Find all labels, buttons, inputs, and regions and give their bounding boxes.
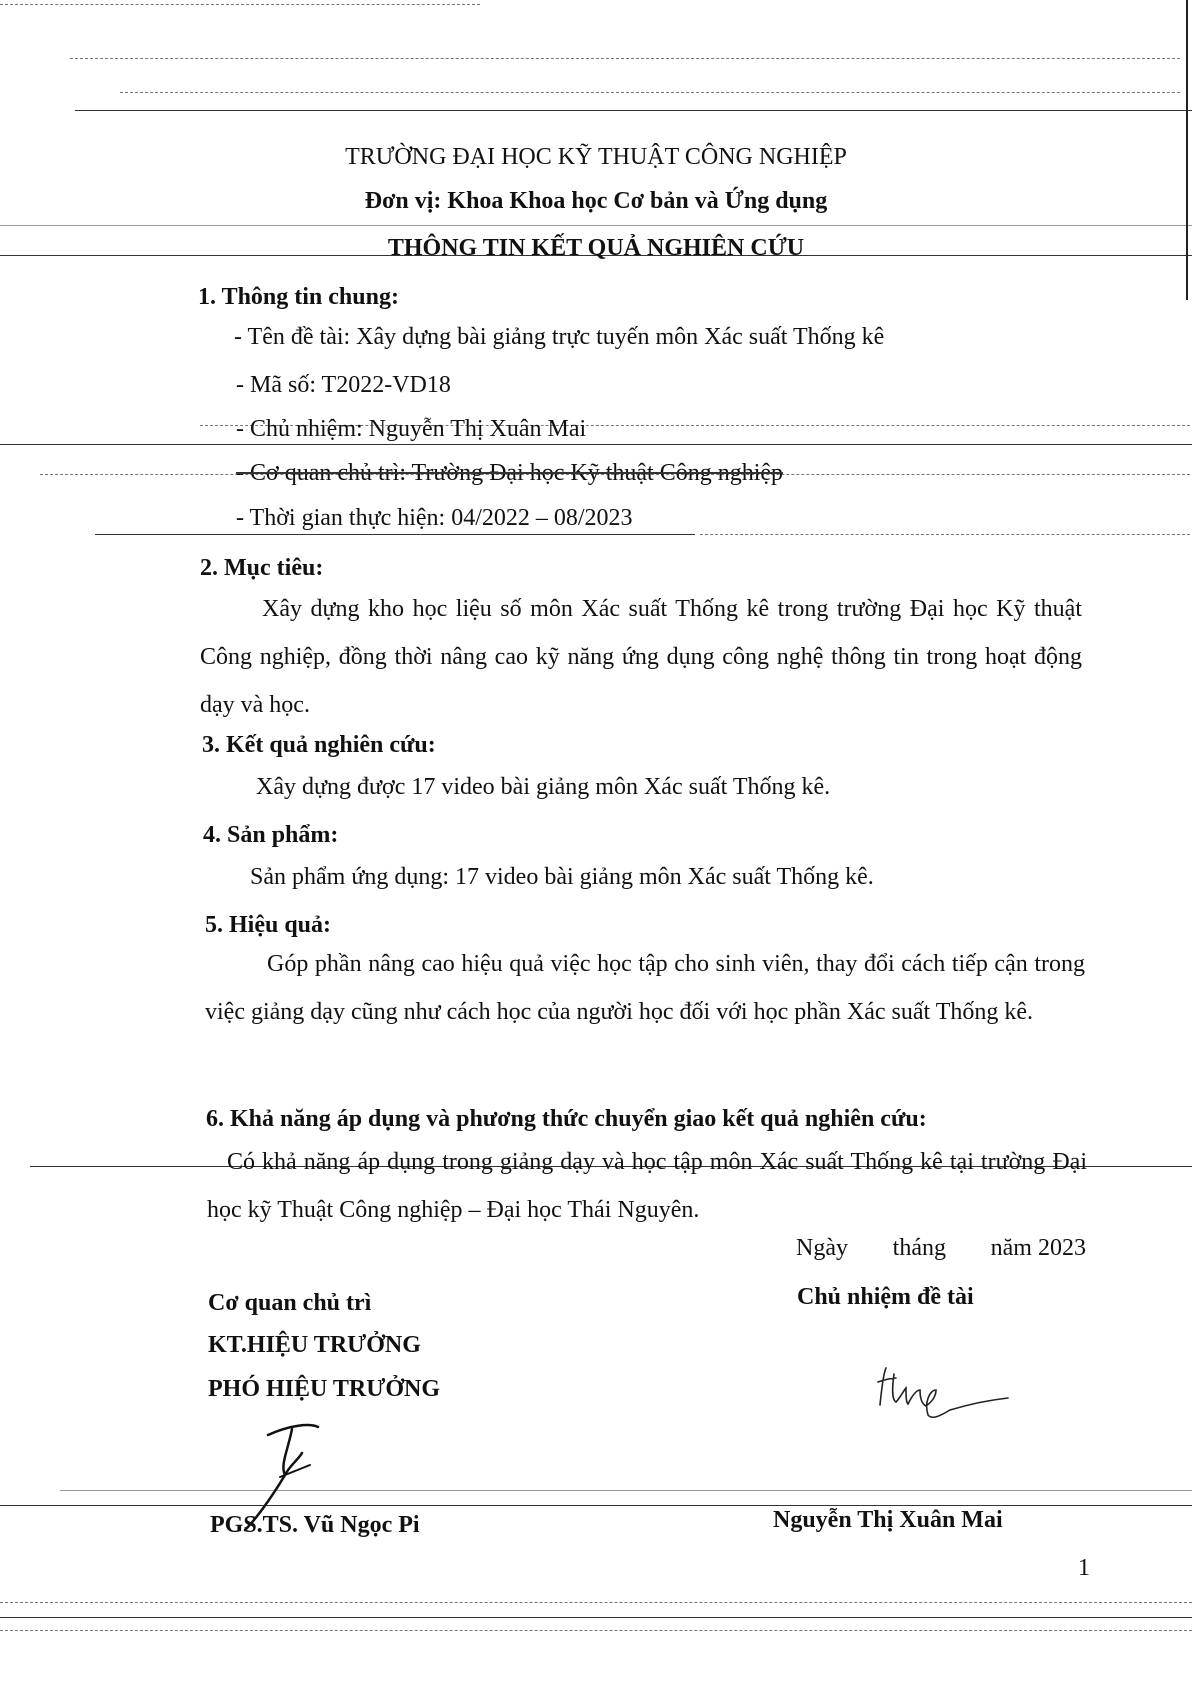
objective-heading: 2. Mục tiêu: [200,555,324,581]
scan-line [60,1490,1192,1491]
general-item: - Cơ quan chủ trì: Trường Đại học Kỹ thuật Công nghiệp [236,460,784,486]
general-item: - Thời gian thực hiện: 04/2022 – 08/2023 [236,505,633,531]
project-leader-signature [870,1360,1020,1430]
effect-text: Góp phần nâng cao hiệu quả việc học tập cho sinh viên, thay đổi cách tiếp cận trong việc giảng dạy cũng như cách học của người học đối với học phần Xác suất Thống kê. [205,951,1085,1025]
objective-text: Xây dựng kho học liệu số môn Xác suất Thống kê trong trường Đại học Kỹ thuật Công nghiệp, đồng thời nâng cao kỹ năng ứng dụng công nghệ thông tin trong hoạt động dạy và học. [200,596,1082,718]
scan-line [0,1505,1192,1506]
scan-line [0,1617,1192,1618]
objective-paragraph [200,585,1082,729]
scan-line [0,444,1192,445]
products-text: Sản phẩm ứng dụng: 17 video bài giảng môn Xác suất Thống kê. [250,864,874,890]
scan-line [0,4,480,5]
signing-date [796,1235,1086,1262]
scan-line [0,1602,1192,1603]
scan-line [120,92,1180,93]
products-heading: 4. Sản phẩm: [203,822,339,848]
university-name: TRƯỜNG ĐẠI HỌC KỸ THUẬT CÔNG NGHIỆP [345,144,847,170]
general-heading: 1. Thông tin chung: [198,284,399,310]
vice-rector-label: PHÓ HIỆU TRƯỞNG [208,1376,441,1402]
vice-rector-name: PGS.TS. Vũ Ngọc Pi [210,1512,420,1538]
application-text: Có khả năng áp dụng trong giảng dạy và học tập môn Xác suất Thống kê tại trường Đại học kỹ Thuật Công nghiệp – Đại học Thái Nguyên. [207,1149,1087,1223]
date-month: tháng [892,1235,946,1261]
host-agency-label: Cơ quan chủ trì [208,1290,372,1316]
scan-line [95,534,695,535]
application-paragraph [207,1138,1087,1234]
general-item: - Tên đề tài: Xây dựng bài giảng trực tuyến môn Xác suất Thống kê [234,324,885,350]
application-heading: 6. Khả năng áp dụng và phương thức chuyển giao kết quả nghiên cứu: [206,1106,927,1132]
effect-heading: 5. Hiệu quả: [205,912,332,938]
page-number: 1 [1078,1555,1090,1581]
rector-proxy-label: KT.HIỆU TRƯỞNG [208,1332,421,1358]
general-item: - Chủ nhiệm: Nguyễn Thị Xuân Mai [236,416,587,442]
page-title: THÔNG TIN KẾT QUẢ NGHIÊN CỨU [387,235,805,261]
unit-name: Đơn vị: Khoa Khoa học Cơ bản và Ứng dụng [364,188,828,214]
scan-line [700,534,1190,535]
general-item: - Mã số: T2022-VD18 [236,372,451,398]
scan-line [0,1630,1192,1631]
effect-paragraph [205,940,1085,1036]
results-text: Xây dựng được 17 video bài giảng môn Xác suất Thống kê. [256,774,831,800]
date-year: năm 2023 [990,1235,1086,1261]
results-heading: 3. Kết quả nghiên cứu: [202,732,436,758]
project-leader-name: Nguyễn Thị Xuân Mai [773,1507,1003,1533]
project-leader-label: Chủ nhiệm đề tài [797,1284,974,1310]
scan-line [0,225,1192,226]
date-day: Ngày [796,1235,848,1261]
scan-line [75,110,1192,111]
scan-line [70,58,1180,59]
